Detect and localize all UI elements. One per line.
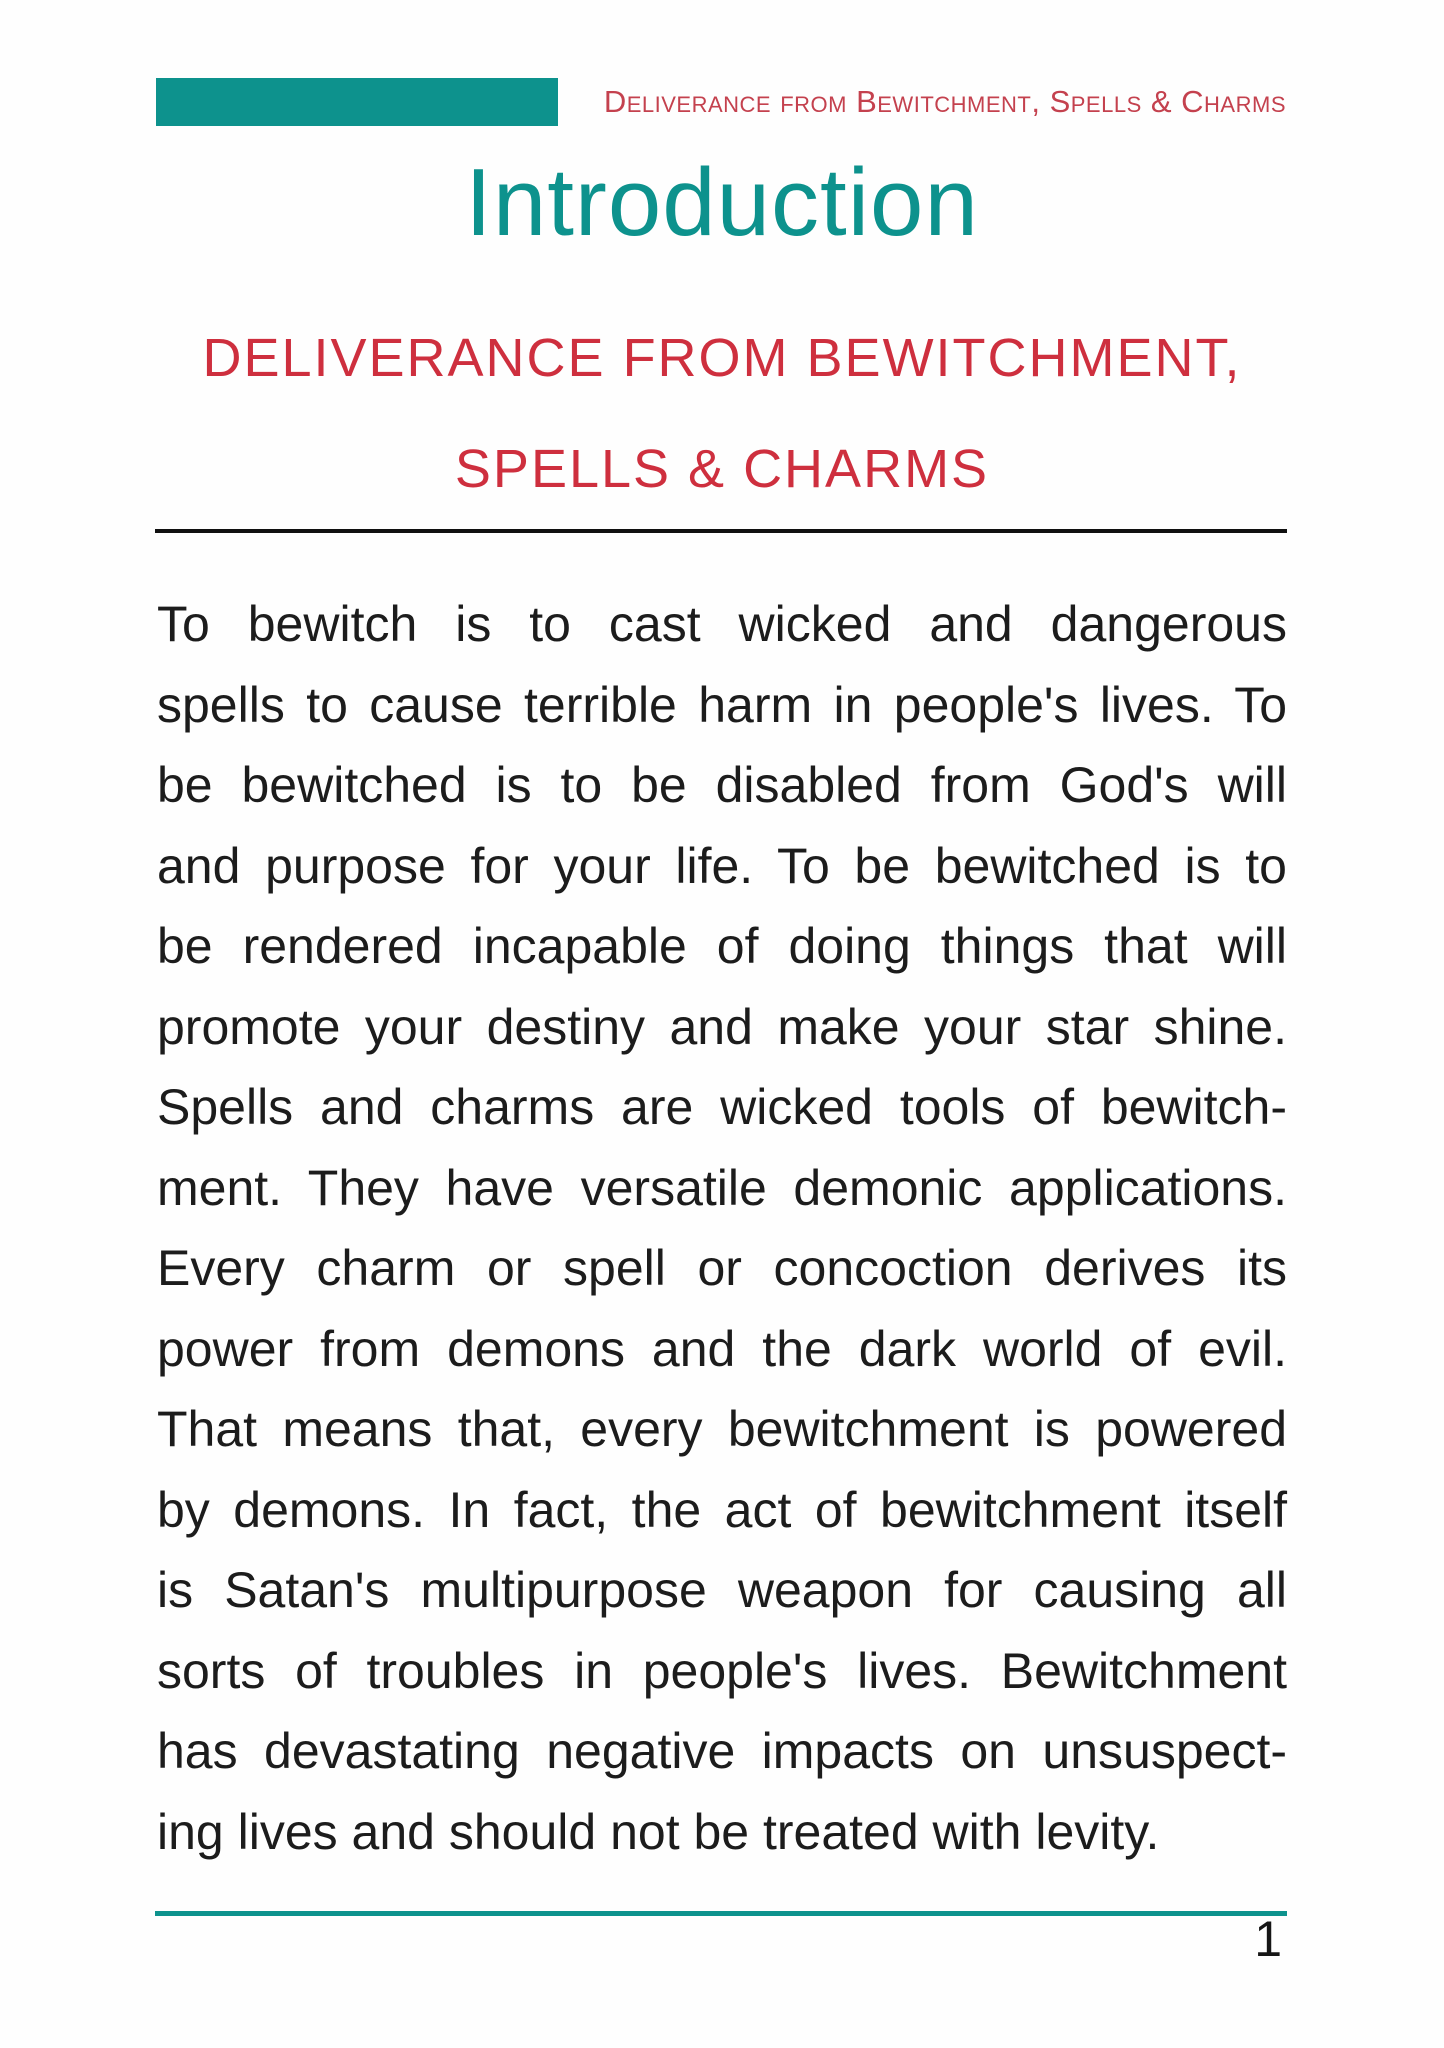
body-line: Every charm or spell or concoction derives its (157, 1240, 1287, 1296)
body-line: ing lives and should not be treated with levity. (157, 1803, 1160, 1860)
page-number: 1 (1254, 1911, 1282, 1967)
heading-divider-rule (155, 529, 1287, 533)
body-line: To bewitch is to cast wicked and dangerous (157, 596, 1287, 652)
main-heading-line-1: DELIVERANCE FROM BEWITCHMENT, (202, 328, 1242, 388)
body-line: promote your destiny and make your star shine. (157, 998, 1287, 1055)
body-line: is Satan's multipurpose weapon for causing all (157, 1562, 1287, 1618)
body-line: ment. They have versatile demonic applications. (157, 1159, 1287, 1216)
chapter-title: Introduction (465, 149, 979, 256)
running-header-title: Deliverance from Bewitchment, Spells & Charms (603, 84, 1286, 119)
main-heading (157, 303, 1287, 525)
body-line: be rendered incapable of doing things that will (157, 918, 1287, 974)
body-line: has devastating negative impacts on unsuspect- (157, 1723, 1287, 1779)
body-paragraph (157, 584, 1287, 1872)
body-line: spells to cause terrible harm in people's lives. To (157, 676, 1287, 733)
body-line: be bewitched is to be disabled from God's will (157, 757, 1287, 813)
header-accent-bar (156, 78, 558, 126)
body-line: That means that, every bewitchment is powered (157, 1401, 1287, 1457)
body-line: Spells and charms are wicked tools of bewitch- (157, 1079, 1287, 1135)
body-line: and purpose for your life. To be bewitched is to (157, 837, 1287, 894)
body-line: by demons. In fact, the act of bewitchment itself (157, 1481, 1287, 1538)
main-heading-line-2: SPELLS & CHARMS (454, 439, 990, 499)
body-line: power from demons and the dark world of evil. (157, 1320, 1287, 1377)
body-line: sorts of troubles in people's lives. Bewitchment (157, 1642, 1287, 1699)
footer-rule (155, 1911, 1287, 1916)
